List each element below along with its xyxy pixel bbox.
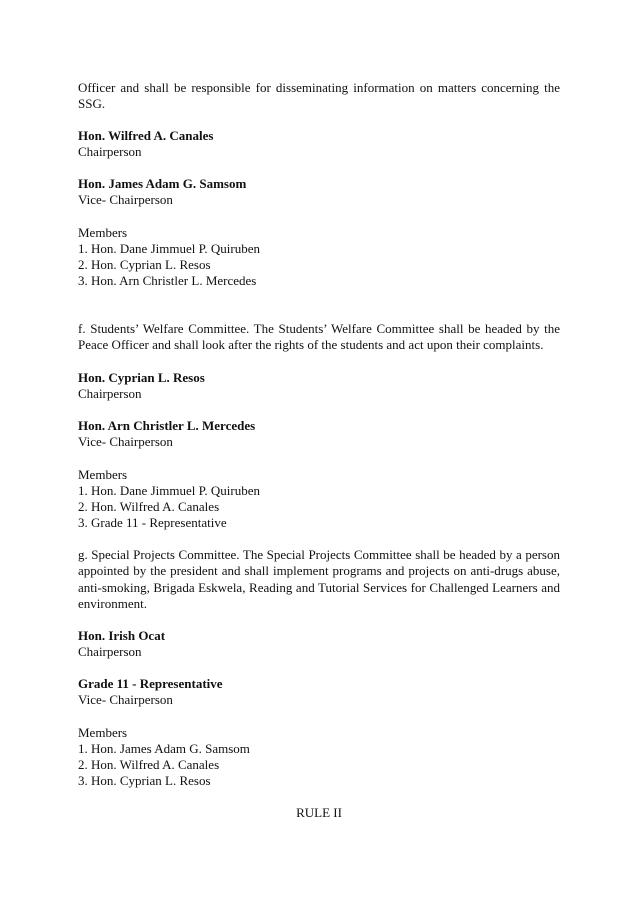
committee-f-vice-role: Vice- Chairperson xyxy=(78,434,173,449)
committee-g-vice-name: Grade 11 - Representative xyxy=(78,676,223,691)
committee-g-member-1: 1. Hon. James Adam G. Samsom xyxy=(78,741,250,756)
committee-f-vice-name: Hon. Arn Christler L. Mercedes xyxy=(78,418,256,433)
committee-e-vice-name: Hon. James Adam G. Samsom xyxy=(78,176,247,191)
committee-f-member-3: 3. Grade 11 - Representative xyxy=(78,515,227,530)
committee-g-vice-role: Vice- Chairperson xyxy=(78,692,173,707)
rule-heading: RULE II xyxy=(296,805,342,820)
committee-e-member-1: 1. Hon. Dane Jimmuel P. Quiruben xyxy=(78,241,260,256)
committee-e-members-label: Members xyxy=(78,225,128,240)
committee-g-member-2: 2. Hon. Wilfred A. Canales xyxy=(78,757,220,772)
committee-e-chair-role: Chairperson xyxy=(78,144,142,159)
committee-e-member-2: 2. Hon. Cyprian L. Resos xyxy=(78,257,211,272)
committee-e-vice-role: Vice- Chairperson xyxy=(78,192,173,207)
committee-f-description: f. Students’ Welfare Committee. The Students’ Welfare Committee shall be headed by the Peace Officer and shall look after the rights of the students and act upon their complaints. xyxy=(78,321,560,353)
committee-e-chair-name: Hon. Wilfred A. Canales xyxy=(78,128,214,143)
committee-g-description: g. Special Projects Committee. The Special Projects Committee shall be headed by a person appointed by the president and shall implement programs and projects on anti-drugs abuse, anti-smoking, Brigada Eskwela, Reading and Tutorial Services for Challenged Learners and environment. xyxy=(78,547,560,611)
intro-paragraph: Officer and shall be responsible for disseminating information on matters concerning the SSG. xyxy=(78,80,560,112)
committee-g-members-label: Members xyxy=(78,725,128,740)
committee-e-member-3: 3. Hon. Arn Christler L. Mercedes xyxy=(78,273,257,288)
committee-f-members-label: Members xyxy=(78,467,128,482)
committee-g-member-3: 3. Hon. Cyprian L. Resos xyxy=(78,773,211,788)
committee-g-chair-role: Chairperson xyxy=(78,644,142,659)
committee-f-member-2: 2. Hon. Wilfred A. Canales xyxy=(78,499,220,514)
committee-f-chair-name: Hon. Cyprian L. Resos xyxy=(78,370,205,385)
committee-f-member-1: 1. Hon. Dane Jimmuel P. Quiruben xyxy=(78,483,260,498)
committee-f-chair-role: Chairperson xyxy=(78,386,142,401)
committee-g-chair-name: Hon. Irish Ocat xyxy=(78,628,166,643)
